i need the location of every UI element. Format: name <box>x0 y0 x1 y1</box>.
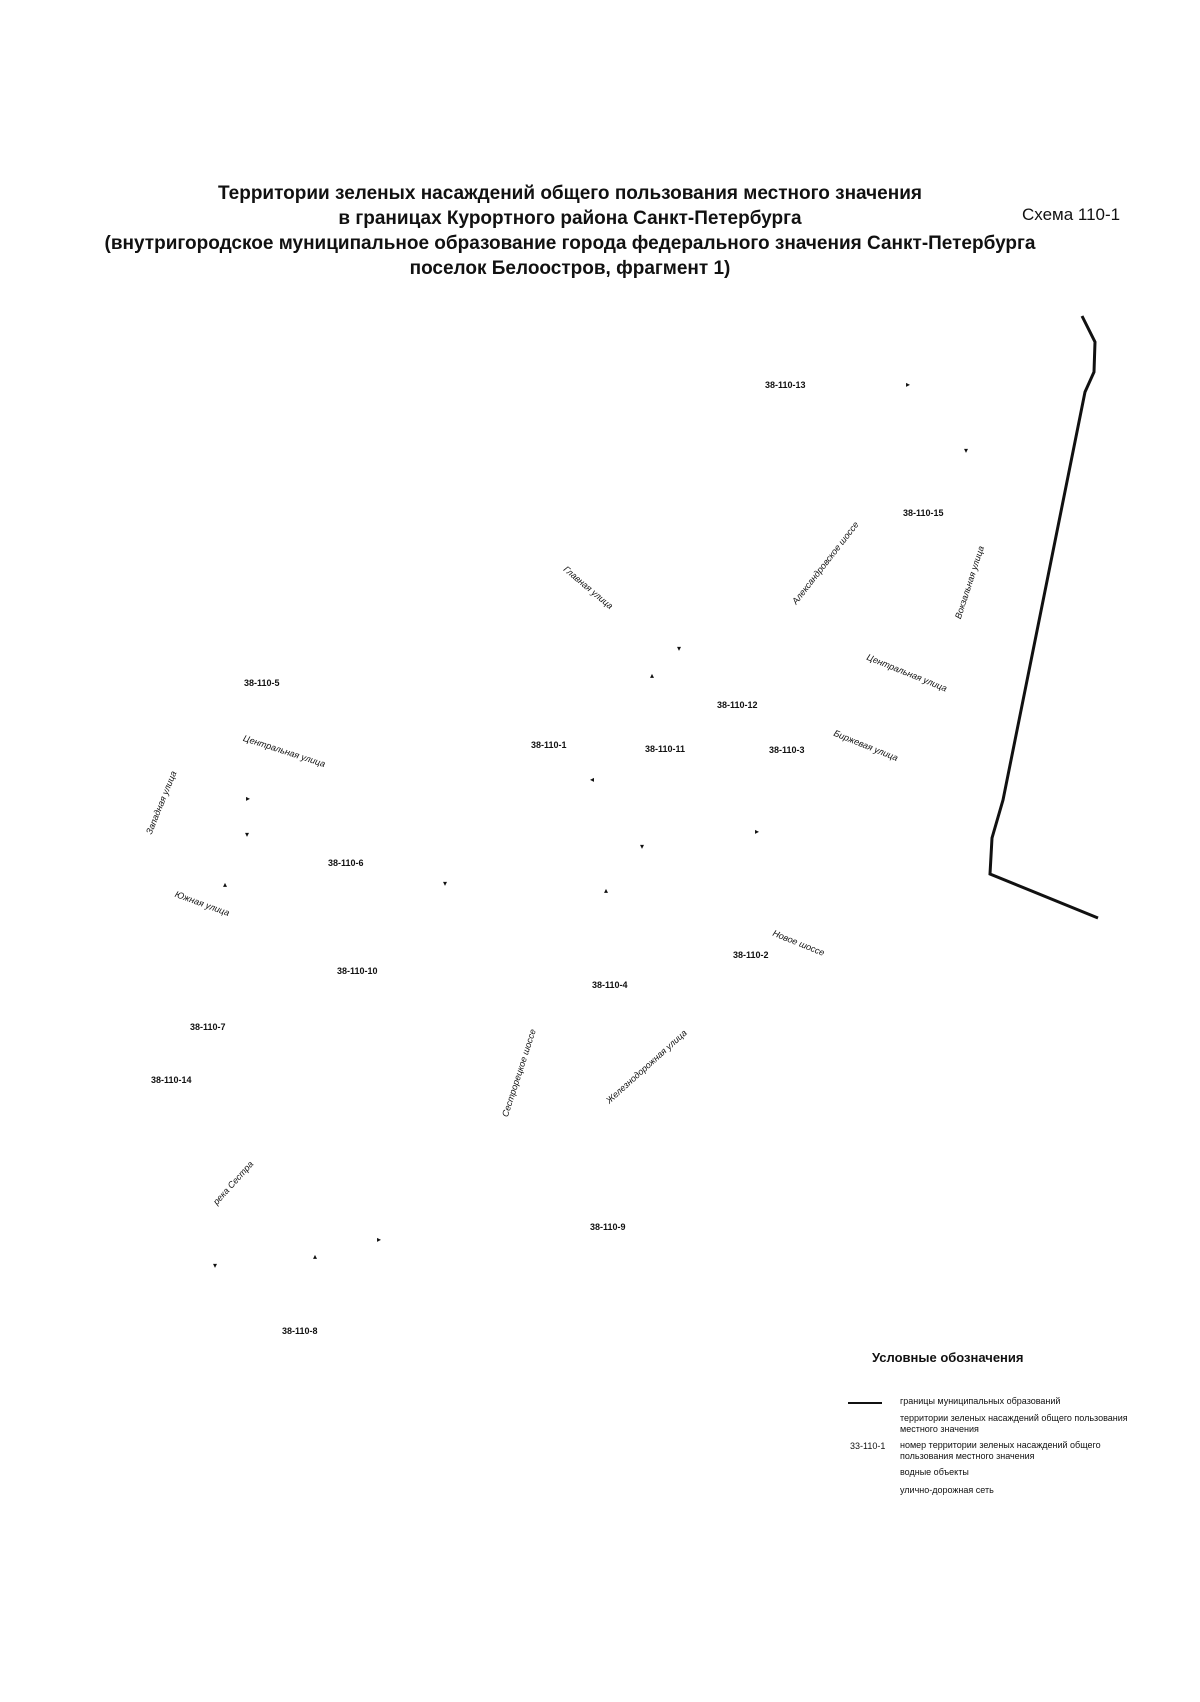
street-label: Западная улица <box>144 769 179 836</box>
map-title-line-1: Территории зеленых насаждений общего пользования местного значения <box>217 183 922 204</box>
area-label: 38-110-8 <box>282 1326 318 1336</box>
area-label: 38-110-7 <box>190 1022 226 1032</box>
river-label: река Сестра <box>211 1159 256 1207</box>
legend-roads-label: улично-дорожная сеть <box>900 1485 994 1495</box>
street-label: Главная улица <box>561 564 615 612</box>
area-label: 38-110-15 <box>903 508 944 518</box>
map-marker: ▾ <box>640 842 645 851</box>
map-marker: ▸ <box>246 794 251 803</box>
area-label: 38-110-13 <box>765 380 806 390</box>
map-marker: ▾ <box>213 1261 218 1270</box>
map-marker: ▸ <box>755 827 760 836</box>
legend-boundary-swatch <box>848 1402 882 1404</box>
map-marker: ▴ <box>223 880 228 889</box>
street-label: Центральная улица <box>865 652 949 694</box>
legend-number-key: 33-110-1 <box>850 1441 886 1451</box>
area-label: 38-110-4 <box>592 980 628 990</box>
area-label: 38-110-14 <box>151 1075 192 1085</box>
legend-green-label: территории зеленых насаждений общего пользования местного значения <box>900 1413 1128 1434</box>
map-marker: ▸ <box>377 1235 382 1244</box>
legend-title: Условные обозначения <box>872 1350 1024 1365</box>
map-marker: ▴ <box>650 671 655 680</box>
legend-number-label: номер территории зеленых насаждений общего пользования местного значения <box>900 1440 1101 1461</box>
area-label: 38-110-11 <box>645 744 686 754</box>
street-label: Александровское шоссе <box>790 519 861 607</box>
map-title-line-3: (внутригородское муниципальное образование города федерального значения Санкт-Петербурга <box>104 233 1036 254</box>
area-label: 38-110-3 <box>769 745 805 755</box>
map-marker: ▴ <box>313 1252 318 1261</box>
map-marker: ▴ <box>604 886 609 895</box>
map-marker: ▾ <box>964 446 969 455</box>
street-label: Новое шоссе <box>771 928 826 958</box>
map-marker: ▾ <box>245 830 250 839</box>
area-label: 38-110-6 <box>328 858 364 868</box>
scheme-number: Схема 110-1 <box>1022 205 1121 224</box>
map-title-line-2: в границах Курортного района Санкт-Петербурга <box>338 208 802 229</box>
area-label: 38-110-2 <box>733 950 769 960</box>
street-label: Вокзальная улица <box>953 544 987 621</box>
area-label: 38-110-12 <box>717 700 758 710</box>
map-marker: ▸ <box>906 380 911 389</box>
map-marker: ▾ <box>443 879 448 888</box>
area-label: 38-110-10 <box>337 966 378 976</box>
map-title-line-4: поселок Белоостров, фрагмент 1) <box>409 258 731 279</box>
legend-boundary-label: границы муниципальных образований <box>900 1396 1061 1406</box>
map-marker: ◂ <box>590 775 595 784</box>
street-label: Биржевая улица <box>832 728 900 763</box>
municipal-boundary <box>990 316 1098 918</box>
legend-water-label: водные объекты <box>900 1467 969 1477</box>
street-label: Центральная улица <box>241 733 327 770</box>
area-label: 38-110-5 <box>244 678 280 688</box>
area-label: 38-110-9 <box>590 1222 626 1232</box>
street-label: Южная улица <box>173 889 231 919</box>
map-marker: ▾ <box>677 644 682 653</box>
street-label: Железнодорожная улица <box>604 1027 689 1106</box>
street-label: Сестрорецкое шоссе <box>500 1027 538 1119</box>
area-label: 38-110-1 <box>531 740 567 750</box>
